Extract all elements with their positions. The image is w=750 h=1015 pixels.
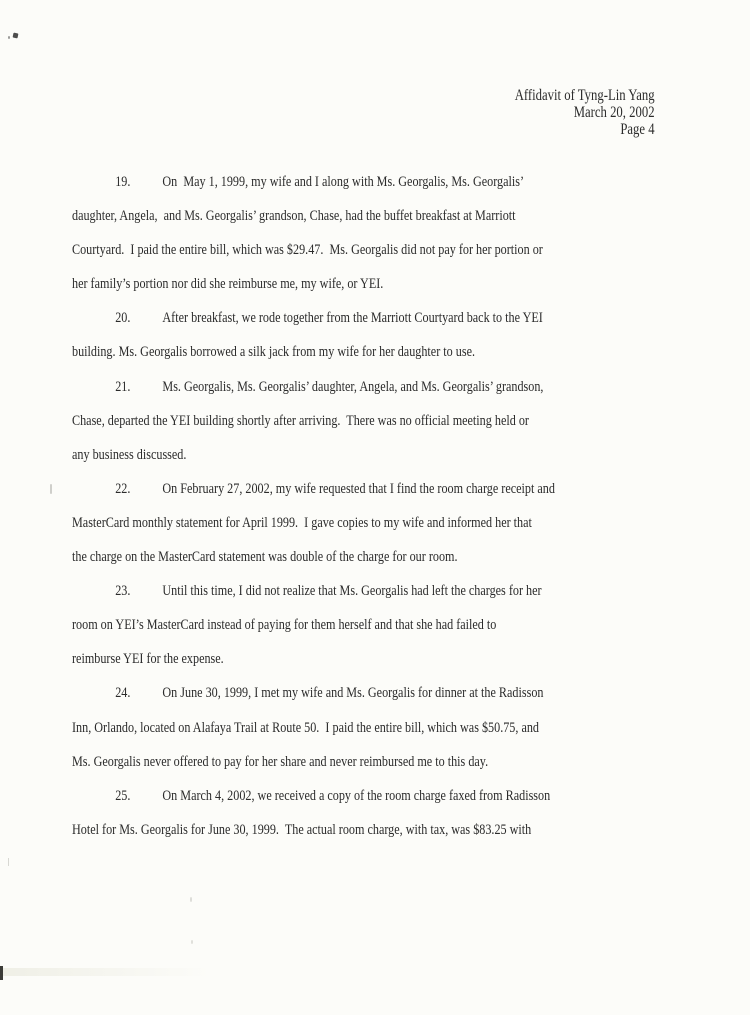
- paragraph-text: On February 27, 2002, my wife requested that I find the room charge receipt and: [162, 479, 555, 497]
- scan-artifact: [8, 36, 10, 39]
- paragraph-number: 23.: [115, 582, 131, 600]
- paragraph-text: On May 1, 1999, my wife and I along with Ms. Georgalis, Ms. Georgalis’: [162, 173, 525, 190]
- text-line: daughter, Angela, and Ms. Georgalis’ grandson, Chase, had the buffet breakfast at Marriott: [72, 207, 516, 225]
- scan-artifact: [50, 484, 52, 494]
- text-line: [72, 676, 668, 710]
- text-line: Inn, Orlando, located on Alafaya Trail at Route 50. I paid the entire bill, which was $50.75, and: [72, 718, 539, 736]
- paragraph-text: On March 4, 2002, we received a copy of the room charge faxed from Radisson: [162, 786, 551, 804]
- text-line: any business discussed.: [72, 445, 187, 463]
- scan-artifact: [191, 940, 193, 944]
- scan-artifact: [13, 33, 19, 39]
- paragraph: [72, 301, 668, 369]
- header-line: Affidavit of Tyng-Lin Yang: [515, 87, 655, 104]
- paragraph: [72, 676, 668, 778]
- paragraph-text: After breakfast, we rode together from the Marriott Courtyard back to the YEI: [162, 309, 543, 327]
- paragraph-number: 19.: [115, 173, 131, 190]
- text-line: building. Ms. Georgalis borrowed a silk jack from my wife for her daughter to use.: [72, 343, 475, 361]
- paragraph-number: 20.: [115, 309, 131, 327]
- text-line: [72, 779, 668, 813]
- text-line: reimburse YEI for the expense.: [72, 650, 224, 668]
- text-line: Hotel for Ms. Georgalis for June 30, 1999. The actual room charge, with tax, was $83.25 with: [72, 820, 532, 838]
- text-line: [72, 370, 668, 404]
- text-line: [72, 165, 668, 199]
- paragraph-number: 24.: [115, 684, 131, 702]
- text-line: [72, 472, 668, 506]
- text-line: Courtyard. I paid the entire bill, which was $29.47. Ms. Georgalis did not pay for her portion or: [72, 241, 543, 259]
- text-line: Ms. Georgalis never offered to pay for her share and never reimbursed me to this day.: [72, 752, 489, 770]
- paragraph-number: 21.: [115, 377, 131, 395]
- scan-edge-mark: [0, 966, 3, 980]
- paragraph: [72, 370, 668, 472]
- scan-artifact: [8, 858, 9, 866]
- text-line: her family’s portion nor did she reimburse me, my wife, or YEI.: [72, 275, 384, 293]
- text-line: the charge on the MasterCard statement was double of the charge for our room.: [72, 548, 458, 566]
- paragraph-number: 25.: [115, 786, 131, 804]
- paragraph-text: On June 30, 1999, I met my wife and Ms. Georgalis for dinner at the Radisson: [162, 684, 544, 702]
- paragraph: [72, 472, 668, 574]
- text-line: [72, 574, 668, 608]
- scan-artifact: [190, 897, 192, 902]
- text-line: Chase, departed the YEI building shortly after arriving. There was no official meeting held or: [72, 411, 529, 429]
- paragraph-number: 22.: [115, 479, 131, 497]
- text-line: [72, 301, 668, 335]
- scan-edge-shadow: [0, 968, 210, 976]
- header-line: Page 4: [620, 121, 655, 139]
- header-line: March 20, 2002: [574, 104, 655, 122]
- paragraph: [72, 574, 668, 676]
- document-body: [72, 165, 668, 847]
- text-line: MasterCard monthly statement for April 1999. I gave copies to my wife and informed her that: [72, 513, 532, 531]
- text-line: room on YEI’s MasterCard instead of paying for them herself and that she had failed to: [72, 616, 497, 634]
- document-header: [515, 87, 655, 139]
- paragraph-text: Until this time, I did not realize that Ms. Georgalis had left the charges for her: [162, 582, 542, 600]
- paragraph: [72, 165, 668, 301]
- paragraph-text: Ms. Georgalis, Ms. Georgalis’ daughter, Angela, and Ms. Georgalis’ grandson,: [162, 377, 544, 395]
- paragraph: [72, 779, 668, 847]
